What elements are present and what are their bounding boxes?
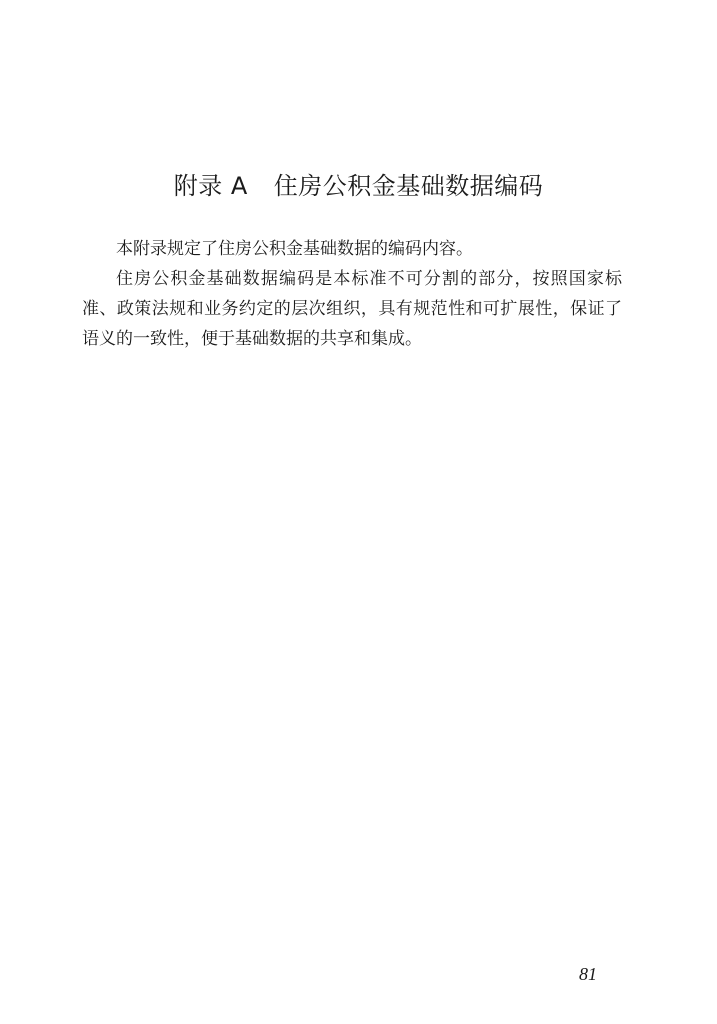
paragraph-2: 住房公积金基础数据编码是本标准不可分割的部分，按照国家标准、政策法规和业务约定的层次组织，具有规范性和可扩展性，保证了语义的一致性，便于基础数据的共享和集成。	[82, 269, 622, 349]
paragraph-1: 本附录规定了住房公积金基础数据的编码内容。	[116, 239, 473, 259]
appendix-heading	[0, 166, 717, 201]
appendix-label: 附录 A	[173, 172, 248, 200]
appendix-title: 住房公积金基础数据编码	[273, 172, 544, 200]
appendix-body	[82, 234, 622, 354]
page-number: 81	[579, 964, 597, 984]
